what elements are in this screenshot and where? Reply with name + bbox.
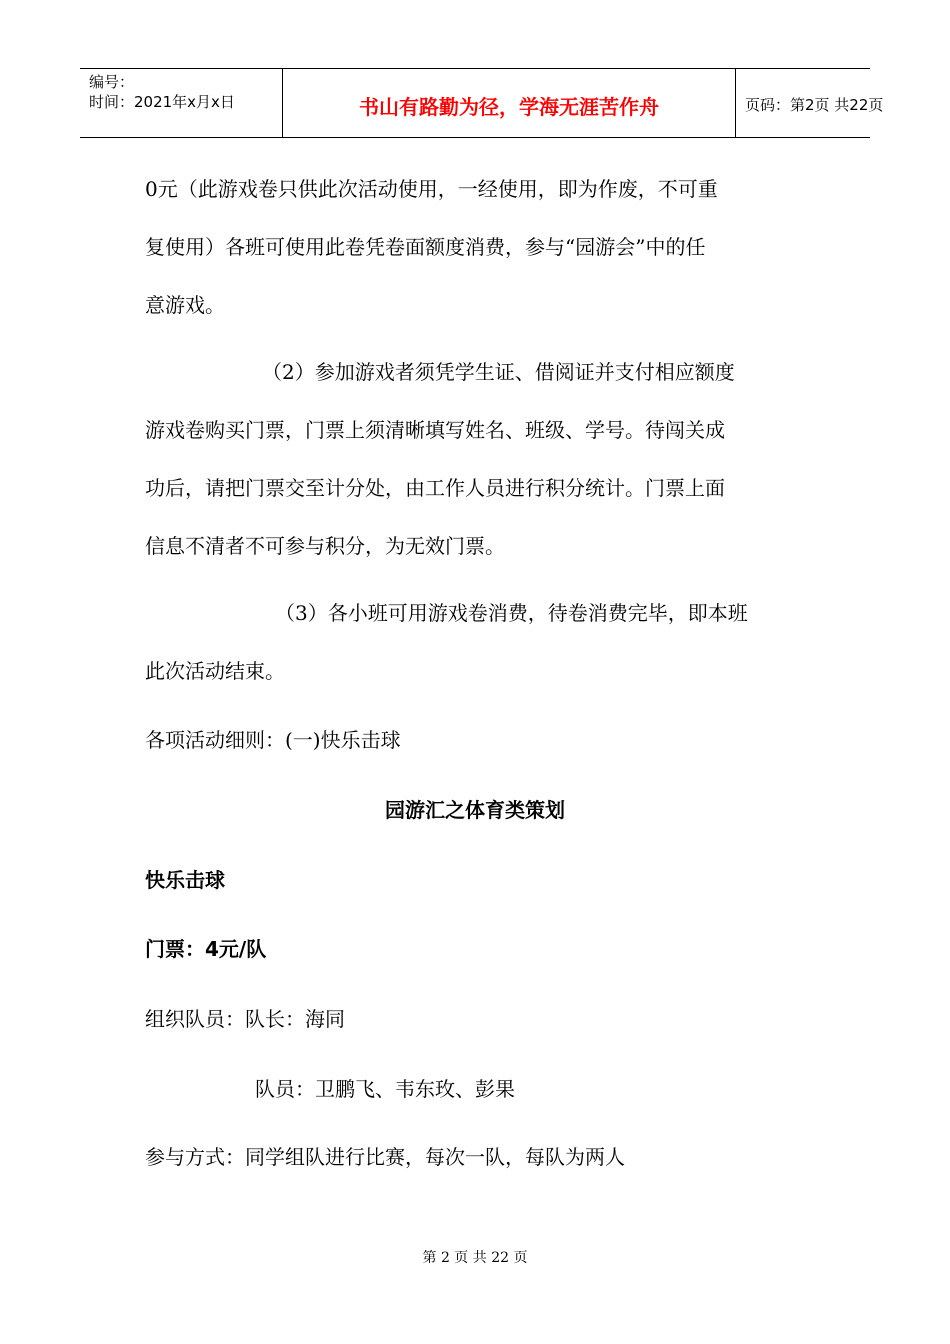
section-title: 园游汇之体育类策划 (385, 798, 565, 822)
header-motto-cell (282, 69, 736, 137)
page-header (80, 68, 884, 138)
header-meta (80, 69, 282, 137)
paragraph-line: 功后，请把门票交至计分处，由工作人员进行积分统计。门票上面 (145, 476, 725, 500)
ticket-price: 门票：4元/队 (145, 937, 267, 961)
members-line: 队员：卫鹏飞、韦东玫、彭果 (255, 1077, 515, 1101)
document-number-label: 编号： (89, 73, 135, 91)
paragraph-line: 复使用）各班可使用此卷凭卷面额度消费，参与“园游会”中的任 (145, 235, 706, 259)
header-motto: 书山有路勤为径，学海无涯苦作舟 (359, 95, 659, 119)
header-page-cell (735, 69, 884, 137)
paragraph-line: （2）参加游戏者须凭学生证、借阅证并支付相应额度 (262, 360, 735, 384)
paragraph-line: 信息不清者不可参与积分，为无效门票。 (145, 534, 505, 558)
document-time-label: 时间：2021年x月x日 (89, 93, 235, 111)
paragraph-line: 0元（此游戏卷只供此次活动使用，一经使用，即为作废，不可重 (145, 177, 718, 201)
organizer-line: 组织队员：队长：海同 (145, 1007, 345, 1031)
page-footer: 第 2 页 共 22 页 (422, 1250, 528, 1266)
activity-heading: 快乐击球 (145, 868, 225, 892)
paragraph-line: 此次活动结束。 (145, 659, 285, 683)
paragraph-line: （3）各小班可用游戏卷消费，待卷消费完毕，即本班 (275, 601, 748, 625)
header-page-label: 页码：第2页 共22页 (745, 96, 884, 114)
paragraph-line: 意游戏。 (145, 293, 225, 317)
paragraph-line: 各项活动细则：(一)快乐击球 (145, 728, 401, 752)
paragraph-line: 游戏卷购买门票，门票上须清晰填写姓名、班级、学号。待闯关成 (145, 418, 725, 442)
participation-line: 参与方式：同学组队进行比赛，每次一队，每队为两人 (145, 1145, 625, 1169)
